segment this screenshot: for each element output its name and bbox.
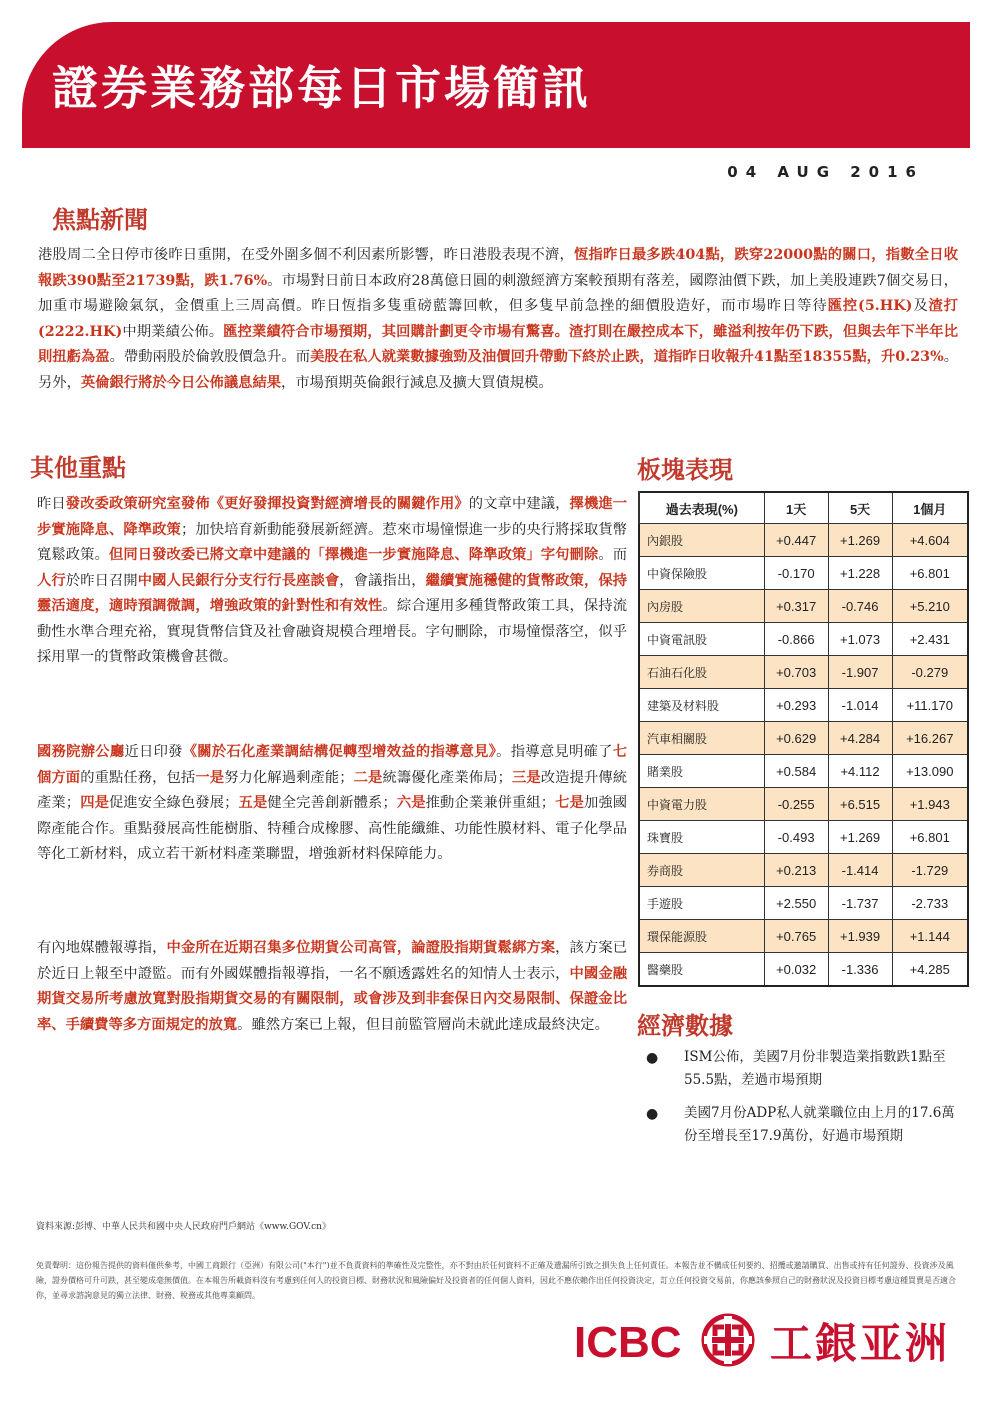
sector-performance-title: 板塊表現 bbox=[637, 456, 733, 484]
value-1day-cell: +0.293 bbox=[764, 689, 828, 722]
sector-performance-table bbox=[638, 491, 969, 987]
value-5day-cell: +1.269 bbox=[828, 821, 892, 854]
table-row bbox=[639, 557, 968, 590]
value-1day-cell: -0.255 bbox=[764, 788, 828, 821]
highlight-text: 五是 bbox=[238, 795, 268, 811]
value-1month-cell: +6.801 bbox=[892, 557, 968, 590]
highlight-text: 三是 bbox=[511, 769, 541, 786]
sector-name-cell: 券商股 bbox=[639, 854, 764, 887]
highlight-text: 六是 bbox=[396, 795, 426, 811]
sector-name-cell: 中資電訊股 bbox=[639, 623, 764, 656]
header-5day: 5天 bbox=[828, 492, 892, 524]
value-5day-cell: -1.737 bbox=[828, 887, 892, 920]
value-1day-cell: -0.170 bbox=[764, 557, 828, 590]
highlight-text: 七個方面 bbox=[37, 744, 628, 786]
value-5day-cell: -1.414 bbox=[828, 854, 892, 887]
highlight-text: 擇機進一步實施降息、降準政策 bbox=[37, 496, 628, 538]
table-row bbox=[639, 854, 968, 887]
body-text: 。另外， bbox=[38, 349, 959, 391]
body-text: 有內地媒體報導指， bbox=[37, 940, 167, 956]
highlight-text: 七是 bbox=[555, 795, 584, 811]
value-1day-cell: +0.629 bbox=[764, 722, 828, 755]
economic-item-text: ISM公佈，美國7月份非製造業指數跌1點至55.5點，差過市場預期 bbox=[684, 1049, 946, 1088]
body-text: 。指導意見明確了 bbox=[496, 744, 613, 760]
value-1month-cell: +1.943 bbox=[892, 788, 968, 821]
value-1day-cell: +2.550 bbox=[764, 887, 828, 920]
body-text: 於昨日召開 bbox=[65, 572, 138, 589]
body-text: 的重點任務，包括 bbox=[80, 769, 196, 786]
sector-name-cell: 建築及材料股 bbox=[639, 689, 764, 722]
sector-name-cell: 石油石化股 bbox=[639, 656, 764, 689]
value-1day-cell: +0.584 bbox=[764, 755, 828, 788]
body-text: ；加快培育新動能發展新經濟。惹來市場憧憬進一步的央行將採取貨幣寬鬆政策。 bbox=[37, 521, 628, 563]
value-5day-cell: +1.073 bbox=[828, 623, 892, 656]
value-5day-cell: -0.746 bbox=[828, 590, 892, 623]
body-text: 港股周二全日停市後昨日重開，在受外圍多個不利因素所影響，昨日港股表現不濟， bbox=[38, 247, 574, 263]
value-1month-cell: +6.801 bbox=[892, 821, 968, 854]
value-1month-cell: +1.144 bbox=[892, 920, 968, 953]
value-5day-cell: +1.228 bbox=[828, 557, 892, 590]
highlight-text: 中國人民銀行分支行行長座談會 bbox=[137, 572, 340, 589]
bullet-icon: ● bbox=[646, 1106, 659, 1122]
focus-news-paragraph bbox=[38, 243, 958, 396]
sector-name-cell: 汽車相關股 bbox=[639, 722, 764, 755]
body-text: 的文章中建議， bbox=[468, 496, 570, 512]
highlight-text: 四是 bbox=[80, 795, 109, 811]
table-row bbox=[639, 755, 968, 788]
value-5day-cell: +6.515 bbox=[828, 788, 892, 821]
table-row bbox=[639, 623, 968, 656]
table-row bbox=[639, 656, 968, 689]
value-5day-cell: -1.014 bbox=[828, 689, 892, 722]
body-text: ，該方案已於近日上報至中證監。而有外國媒體指報導指，一名不願透露姓名的知情人士表示， bbox=[37, 940, 628, 982]
table-row bbox=[639, 722, 968, 755]
body-text: ，會議指出， bbox=[339, 572, 426, 589]
table-row bbox=[639, 887, 968, 920]
logo-text-cn: 工銀亚洲 bbox=[770, 1319, 951, 1367]
body-text: 推動企業兼併重組； bbox=[425, 795, 556, 811]
highlight-text: 美股在私人就業數據強勁及油價回升帶動下終於止跌，道指昨日收報升41點至18355點，升0.23% bbox=[310, 349, 944, 365]
value-1day-cell: +0.213 bbox=[764, 854, 828, 887]
body-text: 改造提升傳統產業； bbox=[37, 769, 628, 811]
body-text: 。綜合運用多種貨幣政策工具，保持流動性水準合理充裕，實現貨幣信貸及社會融資規模合理增長。字句刪除，市場憧憬落空，似乎採用單一的貨幣政策機會甚微。 bbox=[37, 598, 627, 665]
body-text: 。雖然方案已上報，但目前監管層尚未就此達成最終決定。 bbox=[237, 1016, 609, 1033]
highlight-text: 繼續實施穩健的貨幣政策，保持靈活適度，適時預調微調，增強政策的針對性和有效性 bbox=[37, 572, 628, 614]
table-row bbox=[639, 524, 968, 557]
value-5day-cell: +1.939 bbox=[828, 920, 892, 953]
sector-name-cell: 中資保險股 bbox=[639, 557, 764, 590]
value-1day-cell: +0.317 bbox=[764, 590, 828, 623]
body-text: 。而 bbox=[598, 547, 628, 563]
sector-name-cell: 內房股 bbox=[639, 590, 764, 623]
value-1day-cell: +0.765 bbox=[764, 920, 828, 953]
page-title: 證券業務部每日市場簡訊 bbox=[52, 61, 591, 115]
highlight-text: 渣打(2222.HK) bbox=[38, 298, 959, 340]
other-paragraph-1 bbox=[37, 492, 627, 671]
table-row bbox=[639, 953, 968, 987]
body-text: 。帶動兩股於倫敦股價急升。而 bbox=[109, 349, 311, 365]
sector-name-cell: 內銀股 bbox=[639, 524, 764, 557]
disclaimer-text: 免責聲明：這份報告提供的資料僅供參考，中國工商銀行（亞洲）有限公司("本行")並不負責資料的準確性及完整性，亦不對由於任何資料不正確及遺漏所引致之損失負上任何責任。本報告並不構成任何要約、招攬或邀請購買、出售或持有任何證券、投資涉及風險，證券價格可升可跌，甚至變成毫無價值。在本報告所載資料沒有考慮到任何人的投資目標、財務狀況和風險偏好及投資者的任何個人資料，因此不應依賴作出任何投資決定，訂立任何投資交易前，你應該參照自己的財務狀況及投資目標考慮這種買賣是否適合你，並尋求諮詢意見的獨立法律、財務、稅務或其他專業顧問。 bbox=[36, 1261, 956, 1300]
value-1day-cell: -0.493 bbox=[764, 821, 828, 854]
table-row bbox=[639, 689, 968, 722]
body-text: 昨日 bbox=[37, 496, 66, 512]
sector-name-cell: 中資電力股 bbox=[639, 788, 764, 821]
sector-name-cell: 賭業股 bbox=[639, 755, 764, 788]
other-paragraph-3 bbox=[37, 936, 627, 1038]
value-1month-cell: -2.733 bbox=[892, 887, 968, 920]
highlight-text: 匯控(5.HK) bbox=[827, 298, 913, 314]
value-1day-cell: +0.032 bbox=[764, 953, 828, 987]
value-1month-cell: +5.210 bbox=[892, 590, 968, 623]
body-text: 健全完善創新體系； bbox=[267, 795, 397, 811]
highlight-text: 但同日發改委已將文章中建議的「擇機進一步實施降息、降準政策」字句刪除 bbox=[108, 547, 599, 563]
list-item bbox=[642, 1046, 962, 1092]
body-text: 中期業績公佈。 bbox=[122, 323, 224, 340]
value-1day-cell: -0.866 bbox=[764, 623, 828, 656]
table-header-row bbox=[639, 492, 968, 524]
economic-data-title: 經濟數據 bbox=[637, 1012, 733, 1040]
value-1month-cell: +4.285 bbox=[892, 953, 968, 987]
highlight-text: 人行 bbox=[37, 572, 66, 589]
table-row bbox=[639, 821, 968, 854]
other-paragraph-2 bbox=[37, 740, 627, 868]
highlight-text: 匯控業績符合市場預期，其回購計劃更令市場有驚喜。渣打則在嚴控成本下，雖溢利按年仍下跌，但與去年下半年比則扭虧為盈 bbox=[38, 323, 958, 365]
body-text: 及 bbox=[912, 298, 929, 314]
highlight-text: 一是 bbox=[195, 769, 225, 786]
highlight-text: 恆指昨日最多跌404點，跌穿22000點的關口，指數全日收報跌390點至21739點，跌1.76% bbox=[38, 247, 958, 289]
highlight-text: 《關於石化產業調結構促轉型增效益的指導意見》 bbox=[182, 744, 497, 760]
bullet-icon: ● bbox=[646, 1050, 659, 1066]
economic-data-list bbox=[642, 1046, 962, 1158]
value-5day-cell: -1.907 bbox=[828, 656, 892, 689]
body-text: 。市場對日前日本政府28萬億日圓的刺激經濟方案較預期有落差，國際油價下跌，加上美股連跌7個交易日，加重市場避險氣氛，金價重上三周高價。昨日恆指多隻重磅藍籌回軟，但多隻早前急挫的細價股造好，而市場昨日等待 bbox=[38, 272, 958, 314]
value-1month-cell: +4.604 bbox=[892, 524, 968, 557]
highlight-text: 國務院辦公廳 bbox=[37, 744, 125, 760]
value-1month-cell: +16.267 bbox=[892, 722, 968, 755]
highlight-text: 中國金融期貨交易所考慮放寬對股指期貨交易的有關限制，或會涉及到非套保日內交易限制、保證金比率、手續費等多方面規定的放寬 bbox=[37, 965, 628, 1033]
value-1month-cell: -1.729 bbox=[892, 854, 968, 887]
body-text: 促進安全綠色發展； bbox=[108, 795, 239, 811]
list-item bbox=[642, 1102, 962, 1148]
body-text: 努力化解過剩產能； bbox=[224, 769, 354, 786]
body-text: 近日印發 bbox=[124, 744, 183, 760]
value-1day-cell: +0.447 bbox=[764, 524, 828, 557]
icbc-emblem-icon bbox=[704, 1316, 752, 1364]
value-1month-cell: -0.279 bbox=[892, 656, 968, 689]
table-row bbox=[639, 788, 968, 821]
value-1day-cell: +0.703 bbox=[764, 656, 828, 689]
body-text: ，市場預期英倫銀行減息及擴大買債規模。 bbox=[281, 374, 553, 391]
economic-item-text: 美國7月份ADP私人就業職位由上月的17.6萬份至增長至17.9萬份，好過市場預期 bbox=[684, 1105, 955, 1144]
header-1month: 1個月 bbox=[892, 492, 968, 524]
body-text: 統籌優化產業佈局； bbox=[382, 769, 512, 786]
value-5day-cell: +4.284 bbox=[828, 722, 892, 755]
focus-news-title: 焦點新聞 bbox=[52, 206, 148, 234]
logo-text-en: ICBC bbox=[574, 1318, 682, 1367]
header-1day: 1天 bbox=[764, 492, 828, 524]
report-date: 04 AUG 2016 bbox=[727, 163, 924, 181]
body-text: 加強國際產能合作。重點發展高性能樹脂、特種合成橡膠、高性能纖維、功能性膜材料、電子化學品等化工新材料，成立若干新材料產業聯盟，增強新材料保障能力。 bbox=[37, 795, 628, 862]
highlight-text: 發改委政策研究室發佈《更好發揮投資對經濟增長的關鍵作用》 bbox=[65, 496, 469, 512]
value-1month-cell: +11.170 bbox=[892, 689, 968, 722]
sector-name-cell: 環保能源股 bbox=[639, 920, 764, 953]
table-row bbox=[639, 590, 968, 623]
value-5day-cell: +1.269 bbox=[828, 524, 892, 557]
header-period: 過去表現(%) bbox=[639, 492, 764, 524]
data-source-note: 資料來源:彭博、中華人民共和國中央人民政府門戶網站《www.GOV.cn》 bbox=[36, 1222, 331, 1232]
table-row bbox=[639, 920, 968, 953]
value-1month-cell: +2.431 bbox=[892, 623, 968, 656]
icbc-logo bbox=[574, 1313, 960, 1367]
other-highlights-title: 其他重點 bbox=[30, 454, 126, 482]
value-5day-cell: +4.112 bbox=[828, 755, 892, 788]
highlight-text: 中金所在近期召集多位期貨公司高管，論證股指期貨鬆綁方案 bbox=[166, 940, 556, 956]
highlight-text: 二是 bbox=[353, 769, 383, 786]
sector-name-cell: 手遊股 bbox=[639, 887, 764, 920]
sector-name-cell: 醫藥股 bbox=[639, 953, 764, 987]
value-1month-cell: +13.090 bbox=[892, 755, 968, 788]
highlight-text: 英倫銀行將於今日公佈議息結果 bbox=[80, 374, 282, 391]
value-5day-cell: -1.336 bbox=[828, 953, 892, 987]
sector-name-cell: 珠寶股 bbox=[639, 821, 764, 854]
